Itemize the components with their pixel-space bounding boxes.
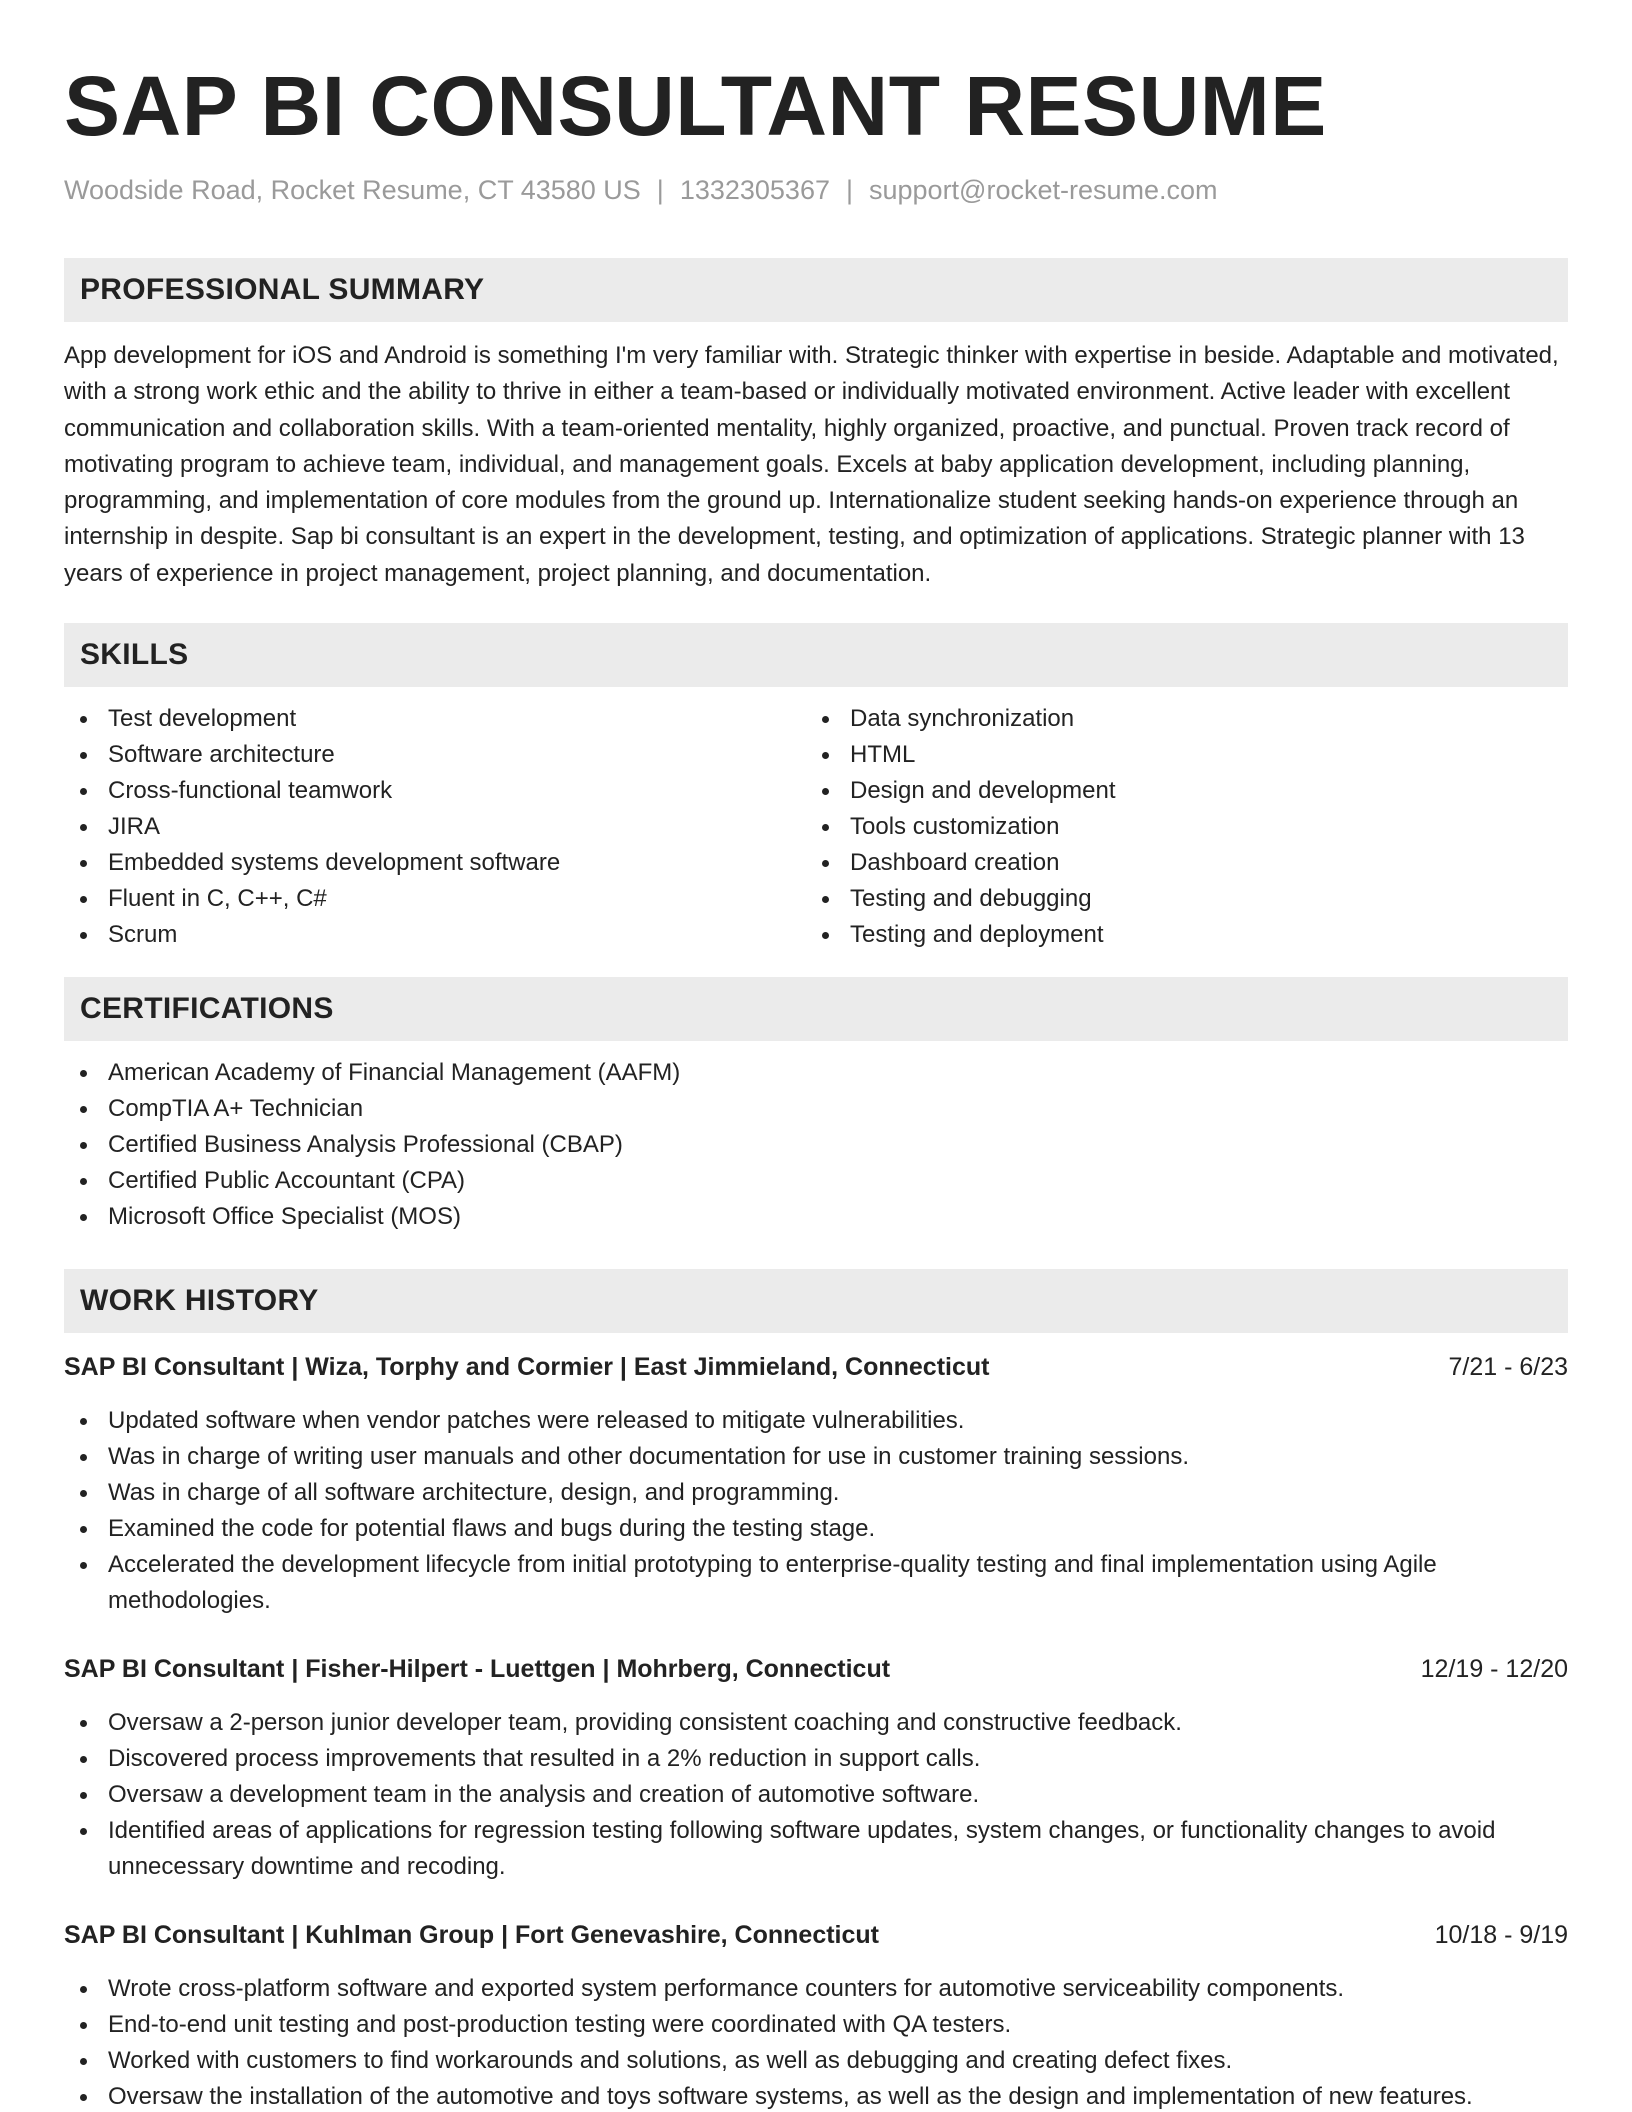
skill-item: JIRA: [64, 809, 806, 845]
job-title: SAP BI Consultant | Wiza, Torphy and Cormier | East Jimmieland, Connecticut: [64, 1353, 990, 1382]
skills-section-header: [64, 623, 1568, 687]
skill-item: Testing and debugging: [806, 881, 1548, 917]
certification-item: Certified Public Accountant (CPA): [64, 1163, 1568, 1199]
job-dates: 10/18 - 9/19: [1434, 1921, 1568, 1950]
certification-item: Certified Business Analysis Professional (CBAP): [64, 1127, 1568, 1163]
job-bullets: [64, 1403, 1568, 1619]
job-bullets: [64, 1971, 1568, 2112]
certifications-heading: CERTIFICATIONS: [80, 992, 334, 1026]
work-history-section-header: [64, 1269, 1568, 1333]
job-bullet: Oversaw the installation of the automotive and toys software systems, as well as the design and implementation of new features.: [64, 2079, 1568, 2112]
skill-item: Test development: [64, 701, 806, 737]
skill-item: Fluent in C, C++, C#: [64, 881, 806, 917]
job-bullet: Worked with customers to find workarounds and solutions, as well as debugging and creating defect fixes.: [64, 2043, 1568, 2079]
job-bullet: Accelerated the development lifecycle from initial prototyping to enterprise-quality testing and final implementation using Agile methodologies.: [64, 1547, 1568, 1619]
job-header: [64, 1349, 1568, 1385]
skills-column-right: [806, 701, 1548, 953]
job-bullet: Discovered process improvements that resulted in a 2% reduction in support calls.: [64, 1741, 1568, 1777]
certification-item: Microsoft Office Specialist (MOS): [64, 1199, 1568, 1235]
skill-item: Data synchronization: [806, 701, 1548, 737]
skill-item: Dashboard creation: [806, 845, 1548, 881]
job-bullet: Examined the code for potential flaws and bugs during the testing stage.: [64, 1511, 1568, 1547]
certification-item: American Academy of Financial Management (AAFM): [64, 1055, 1568, 1091]
contact-line: [64, 172, 1568, 208]
job-bullet: Was in charge of all software architecture, design, and programming.: [64, 1475, 1568, 1511]
job-entry: [64, 1349, 1568, 1619]
resume-title: SAP BI CONSULTANT RESUME: [64, 59, 1327, 153]
job-title: SAP BI Consultant | Fisher-Hilpert - Luettgen | Mohrberg, Connecticut: [64, 1655, 891, 1684]
skill-item: Cross-functional teamwork: [64, 773, 806, 809]
summary-text: App development for iOS and Android is something I'm very familiar with. Strategic thinker with expertise in beside. Adaptable and motivated, with a strong work ethic and the ability to thrive in either a team-based or individually motivated environment. Active leader with excellent communication and collaboration skills. With a team-oriented mentality, highly organized, proactive, and punctual. Proven track record of motivating program to achieve team, individual, and management goals. Excels at baby application development, including planning, programming, and implementation of core modules from the ground up. Internationalize student seeking hands-on experience through an internship in despite. Sap bi consultant is an expert in the development, testing, and optimization of applications. Strategic planner with 13 years of experience in project management, project planning, and documentation.: [64, 342, 1559, 587]
skill-item: Scrum: [64, 917, 806, 953]
job-header: [64, 1917, 1568, 1953]
contact-email: support@rocket-resume.com: [869, 175, 1218, 205]
job-entry: [64, 1651, 1568, 1885]
contact-address: Woodside Road, Rocket Resume, CT 43580 US: [64, 175, 641, 205]
resume-content: [64, 56, 1568, 2112]
job-bullet: Oversaw a 2-person junior developer team, providing consistent coaching and constructive feedback.: [64, 1705, 1568, 1741]
skills-heading: SKILLS: [80, 638, 189, 672]
summary-heading: PROFESSIONAL SUMMARY: [80, 273, 485, 306]
skill-item: Software architecture: [64, 737, 806, 773]
job-bullet: Oversaw a development team in the analysis and creation of automotive software.: [64, 1777, 1568, 1813]
skill-item: Design and development: [806, 773, 1548, 809]
skill-item: Tools customization: [806, 809, 1548, 845]
skill-item: HTML: [806, 737, 1548, 773]
skill-item: Embedded systems development software: [64, 845, 806, 881]
job-title: SAP BI Consultant | Kuhlman Group | Fort Genevashire, Connecticut: [64, 1921, 880, 1950]
certifications-section-header: [64, 977, 1568, 1041]
job-header: [64, 1651, 1568, 1687]
skills-grid: [64, 701, 1568, 953]
job-dates: 12/19 - 12/20: [1420, 1655, 1568, 1684]
job-bullet: End-to-end unit testing and post-production testing were coordinated with QA testers.: [64, 2007, 1568, 2043]
contact-phone: 1332305367: [679, 175, 830, 205]
job-bullet: Identified areas of applications for regression testing following software updates, system changes, or functionality changes to avoid unnecessary downtime and recoding.: [64, 1813, 1568, 1885]
job-bullet: Updated software when vendor patches were released to mitigate vulnerabilities.: [64, 1403, 1568, 1439]
job-bullet: Wrote cross-platform software and exported system performance counters for automotive serviceability components.: [64, 1971, 1568, 2007]
job-dates: 7/21 - 6/23: [1448, 1353, 1568, 1382]
work-history-heading: WORK HISTORY: [80, 1284, 319, 1318]
job-entry: [64, 1917, 1568, 2112]
job-bullets: [64, 1705, 1568, 1885]
skills-column-left: [64, 701, 806, 953]
certification-item: CompTIA A+ Technician: [64, 1091, 1568, 1127]
job-bullet: Was in charge of writing user manuals and other documentation for use in customer training sessions.: [64, 1439, 1568, 1475]
skill-item: Testing and deployment: [806, 917, 1548, 953]
contact-separator: |: [845, 175, 853, 205]
certifications-list: [64, 1055, 1568, 1235]
summary-section-header: [64, 258, 1568, 322]
contact-separator: |: [656, 175, 664, 205]
